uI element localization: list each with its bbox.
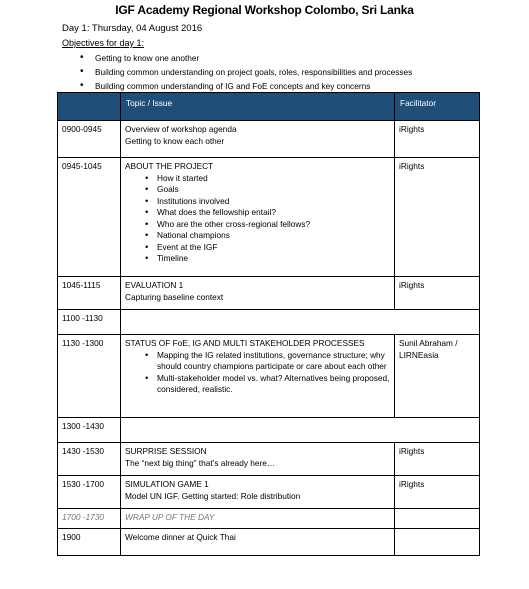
topic-subtitle: Capturing baseline context (125, 291, 224, 302)
document-title: IGF Academy Regional Workshop Colombo, Sri Lanka (115, 3, 414, 17)
table-row (58, 335, 480, 418)
objectives-list (80, 51, 412, 93)
table-row (58, 443, 480, 476)
row-time: 1130 -1300 (58, 335, 121, 418)
bullet-item: • What does the fellowship entail? (145, 207, 390, 219)
row-time: 1430 -1530 (58, 443, 121, 476)
objectives-heading: Objectives for day 1: (62, 38, 145, 48)
objective-item: • Building common understanding of IG and FoE concepts and key concerns (80, 79, 412, 93)
topic-subtitle: Getting to know each other (125, 135, 225, 146)
row-topic: WRAP UP OF THE DAY (121, 509, 395, 529)
row-time: 0945-1045 (58, 158, 121, 277)
topic-bullets (125, 173, 390, 265)
row-time: 1045-1115 (58, 277, 121, 310)
table-row (58, 158, 480, 277)
table-row (58, 310, 480, 335)
bullet-item: • Timeline (145, 253, 390, 265)
objective-item: • Building common understanding on project goals, roles, responsibilities and processes (80, 65, 412, 79)
row-facilitator (395, 529, 480, 556)
bullet-item: • Mapping the IG related institutions, governance structure; why should country champions participate or care about each other (145, 350, 390, 373)
table-row (58, 509, 480, 529)
table-header-row (58, 93, 480, 121)
bullet-item: • Multi-stakeholder model vs. what? Alternatives being proposed, considered, realistic. (145, 373, 390, 396)
row-topic (121, 335, 395, 418)
agenda-table (57, 92, 480, 556)
topic-title: ABOUT THE PROJECT (125, 161, 214, 171)
objective-item: • Getting to know one another (80, 51, 412, 65)
row-time: 1700 -1730 (58, 509, 121, 529)
row-topic (121, 443, 395, 476)
row-topic (121, 277, 395, 310)
topic-title: SURPRISE SESSION (125, 446, 207, 456)
day-heading: Day 1: Thursday, 04 August 2016 (62, 23, 203, 34)
row-facilitator: iRights (395, 158, 480, 277)
topic-subtitle: Model UN IGF. Getting started: Role distribution (125, 490, 301, 501)
row-topic (121, 121, 395, 158)
row-facilitator: iRights (395, 443, 480, 476)
topic-bullets (125, 350, 390, 396)
bullet-item: • Event at the IGF (145, 242, 390, 254)
table-row (58, 476, 480, 509)
topic-title: Overview of workshop agenda (125, 124, 237, 134)
header-topic: Topic / Issue (121, 93, 395, 121)
topic-subtitle: The “next big thing” that’s already here… (125, 457, 276, 468)
bullet-item: • Goals (145, 184, 390, 196)
bullet-item: • National champions (145, 230, 390, 242)
bullet-item: • Institutions involved (145, 196, 390, 208)
header-time (58, 93, 121, 121)
row-topic (121, 310, 480, 335)
row-topic (121, 158, 395, 277)
row-topic: Welcome dinner at Quick Thai (121, 529, 395, 556)
row-time: 1100 -1130 (58, 310, 121, 335)
table-row (58, 121, 480, 158)
header-facilitator: Facilitator (395, 93, 480, 121)
row-topic (121, 418, 480, 443)
topic-title: SIMULATION GAME 1 (125, 479, 209, 489)
topic-title: EVALUATION 1 (125, 280, 184, 290)
row-time: 1900 (58, 529, 121, 556)
table-row (58, 529, 480, 556)
table-row (58, 277, 480, 310)
row-time: 1300 -1430 (58, 418, 121, 443)
row-facilitator (395, 509, 480, 529)
table-row (58, 418, 480, 443)
topic-title: STATUS OF FoE, IG AND MULTI STAKEHOLDER PROCESSES (125, 338, 365, 348)
row-time: 0900-0945 (58, 121, 121, 158)
row-time: 1530 -1700 (58, 476, 121, 509)
bullet-item: • How it started (145, 173, 390, 185)
row-facilitator: iRights (395, 277, 480, 310)
row-facilitator: iRights (395, 121, 480, 158)
row-facilitator: Sunil Abraham / LIRNEasia (395, 335, 480, 418)
row-topic (121, 476, 395, 509)
bullet-item: • Who are the other cross-regional fellows? (145, 219, 390, 231)
row-facilitator: iRights (395, 476, 480, 509)
